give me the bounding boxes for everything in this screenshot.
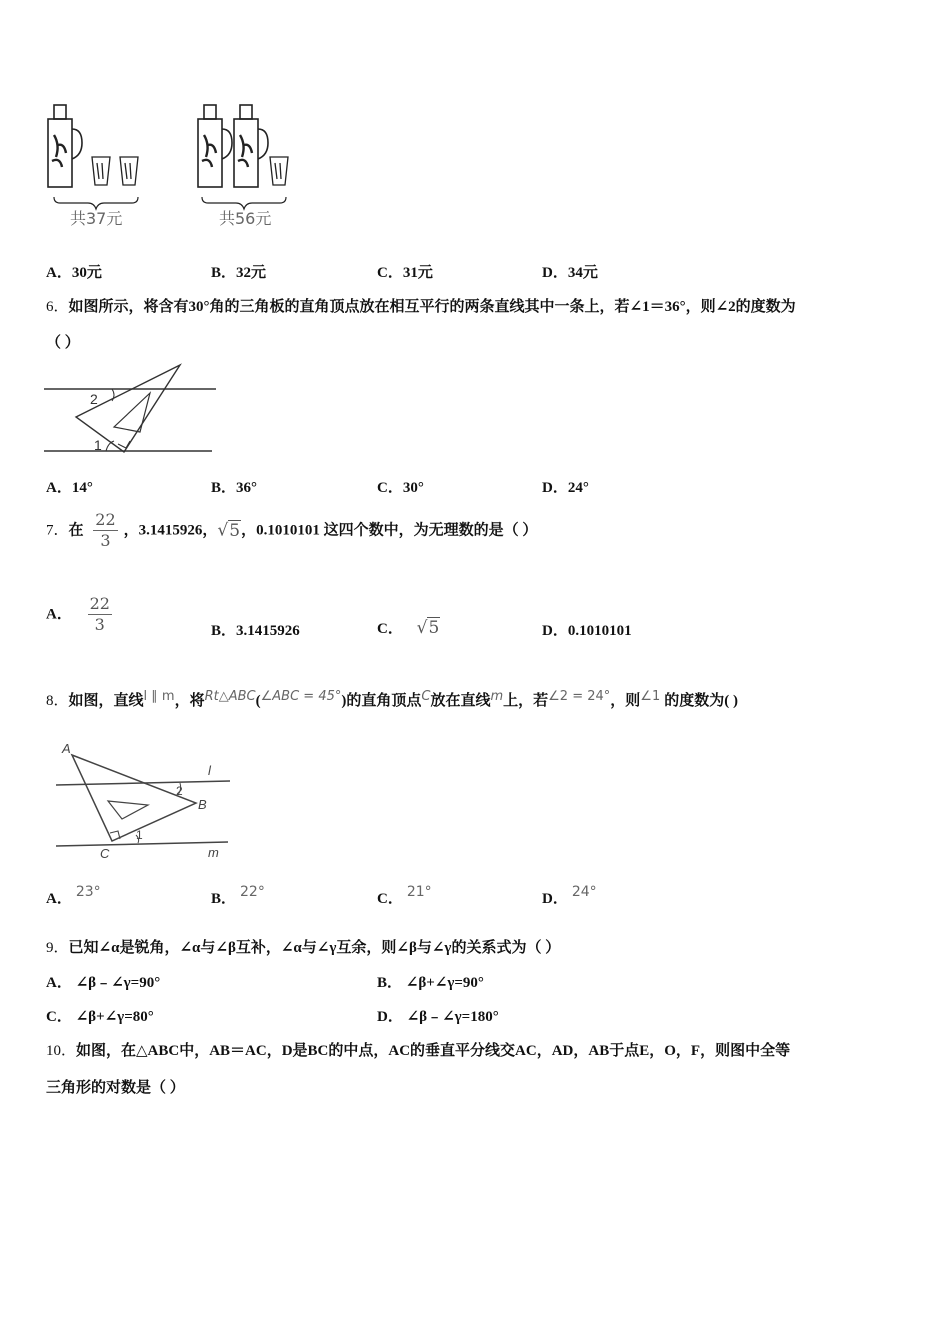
cup-icon: [270, 157, 288, 185]
q7-option-c: C． √5: [377, 618, 440, 638]
q6-number: 6．: [46, 299, 69, 315]
q6-text: 如图所示，将含有30°角的三角板的直角顶点放在相互平行的两条直线其中一条上，若∠1＝36°，则∠2的度数为: [68, 299, 796, 315]
q8-option-b: B． 22°: [211, 884, 265, 907]
thermos-bottle-icon: [234, 105, 268, 187]
q6-option-d: D．24°: [542, 480, 589, 496]
q6-stem: [46, 295, 796, 316]
q8-line-l-label: l: [208, 763, 211, 778]
q9-option-a: A． ∠β﹣∠γ=90°: [46, 975, 161, 991]
q7-fraction: $\frac{22}{3}$: [95, 510, 116, 550]
q5-option-a: A．30元: [46, 265, 102, 281]
cup-icon: [92, 157, 110, 185]
q8-option-d: D． 24°: [542, 884, 597, 907]
q8-angle-1-label: 1: [136, 828, 143, 842]
q8-option-c: C． 21°: [377, 884, 432, 907]
q6-option-b: B．36°: [211, 480, 258, 496]
q7-sqrt: √5: [217, 520, 241, 541]
q10-stem-line1: 10．如图，在△ABC中，AB＝AC，D是BC的中点，AC的垂直平分线交AC，AD，AB于点E，O，F，则图中全等: [46, 1043, 791, 1059]
q6-angle-2-label: 2: [90, 391, 98, 407]
q8-line-m-label: m: [208, 845, 219, 860]
q7-option-a: A． $\frac{22}{3}$: [46, 594, 110, 634]
q5-option-c: C．31元: [377, 265, 433, 281]
q6-angle-1-label: 1: [94, 437, 102, 453]
q6-option-c: C．30°: [377, 480, 424, 496]
q9-option-c: C． ∠β+∠γ=80°: [46, 1009, 154, 1025]
q7-option-b: B．3.1415926: [211, 623, 300, 639]
q7-option-d: D．0.1010101: [542, 623, 632, 639]
q6-option-a: A．14°: [46, 480, 93, 496]
q6-figure: [44, 360, 224, 460]
q9-stem: 9．已知∠α是锐角，∠α与∠β互补，∠α与∠γ互余，则∠β与∠γ的关系式为（ ）: [46, 940, 561, 956]
thermos-bottle-icon: [198, 105, 232, 187]
q8-vertex-a-label: A: [62, 741, 71, 756]
q7-stem: 7．在 $\frac{22}{3}$ ，3.1415926，√5，0.1010101 这四个数中，为无理数的是（ ）: [46, 510, 538, 550]
q8-vertex-c-label: C: [100, 846, 110, 861]
cup-icon: [120, 157, 138, 185]
q10-stem-line2: 三角形的对数是（ ）: [46, 1080, 185, 1096]
q8-option-a: A． 23°: [46, 884, 101, 907]
q5-fig-left-label: 共37元: [70, 209, 123, 228]
q5-fig-right-label: 共56元: [219, 209, 272, 228]
q5-option-b: B．32元: [211, 265, 267, 281]
thermos-bottle-icon: [48, 105, 82, 187]
q8-angle-2-label: 2: [176, 784, 183, 798]
q9-option-b: B． ∠β+∠γ=90°: [377, 975, 484, 991]
q9-option-d: D． ∠β﹣∠γ=180°: [377, 1009, 499, 1025]
q8-figure: [50, 735, 240, 865]
q8-vertex-b-label: B: [198, 797, 207, 812]
q8-stem: 8．如图，直线l ∥ m，将Rt△ABC(∠ABC = 45°)的直角顶点C放在直线m上，若∠2 = 24°，则∠1 的度数为( ): [46, 689, 738, 709]
q6-paren: （ ）: [46, 335, 80, 351]
q5-option-d: D．34元: [542, 265, 598, 281]
